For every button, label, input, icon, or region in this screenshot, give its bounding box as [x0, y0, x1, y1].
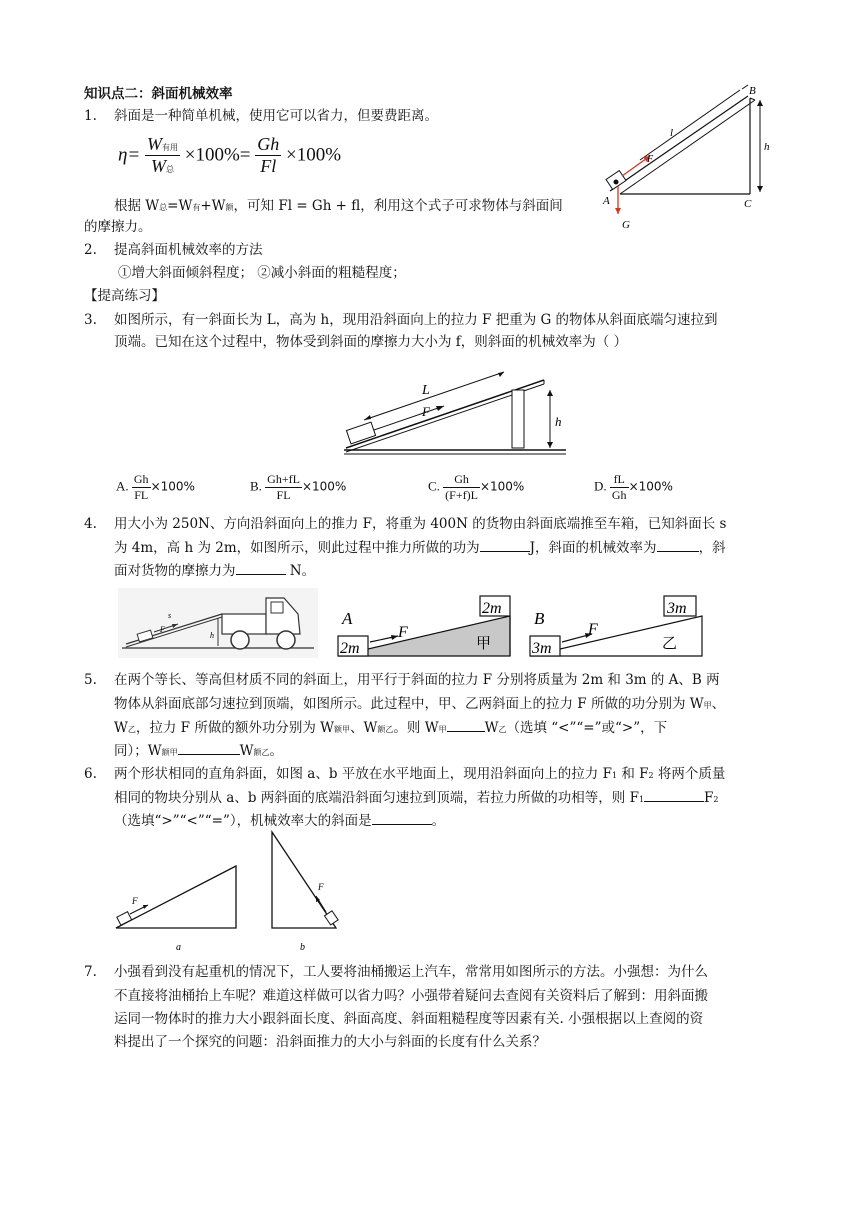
answer-blank-work[interactable]	[480, 537, 530, 552]
figure-truck-ramp	[118, 588, 318, 658]
fig2-label-f: F	[422, 404, 430, 419]
answer-blank-work-compare[interactable]	[447, 717, 485, 732]
fig1-label-g: G	[622, 219, 630, 231]
item-5-line-3: W乙，拉力 F 所做的额外功分别为 W额甲、W额乙。则 W甲 W乙（选填 “<”“=”或“>”，下	[114, 717, 667, 740]
item-6-line-1: 两个形状相同的直角斜面，如图 a、b 平放在水平地面上，现用沿斜面向上的拉力 F1 和 F2 将两个质量	[114, 766, 726, 782]
fig1-label-c: C	[744, 198, 752, 210]
item-6-line-2: 相同的物块分别从 a、b 两斜面的底端沿斜面匀速拉到顶端，若拉力所做的功相等，则 F1 F2	[114, 787, 719, 810]
item-5-line-1: 在两个等长、等高但材质不同的斜面上，用平行于斜面的拉力 F 分别将质量为 2m 和 3m 的 A、B 两	[114, 672, 720, 688]
item-4-line-3: 面对货物的摩擦力为 N。	[114, 560, 315, 581]
fig4-label-a: A	[342, 609, 353, 628]
fig3-label-s: s	[168, 611, 172, 620]
item-1-work-relation: 根据 W总=W有+W额，可知 Fl = Gh + fl，利用这个式子可求物体与斜面间	[114, 198, 563, 214]
item-3-line-1: 如图所示，有一斜面长为 L，高为 h，现用沿斜面向上的拉力 F 把重为 G 的物体从斜面底端匀速拉到	[114, 312, 718, 328]
figure-incline-l-h	[334, 364, 574, 460]
fig1-label-l: l	[670, 127, 674, 139]
item-3-number: 3.	[84, 312, 97, 328]
item-4-line-1: 用大小为 250N、方向沿斜面向上的推力 F，将重为 400N 的货物由斜面底端推至车箱，已知斜面长 s	[114, 516, 727, 532]
fig3-label-h: h	[210, 631, 214, 640]
option-c[interactable]: C. $\frac{Gh}{(F+f)L}$ ×100%	[428, 472, 525, 502]
fig5-name: 乙	[662, 636, 678, 652]
item-2-methods: ①增大斜面倾斜程度； ②减小斜面的粗糙程度；	[118, 265, 406, 281]
fig6-label-f2: F	[318, 882, 324, 892]
fig5-mass-top: 3m	[667, 600, 687, 617]
item-7-line-2: 不直接将油桶抬上车呢？难道这样做可以省力吗？小强带着疑问去查阅有关资料后了解到：用斜面搬	[114, 988, 708, 1004]
fig3-label-f: F	[160, 625, 165, 634]
fig2-label-l: L	[422, 383, 430, 398]
item-4-number: 4.	[84, 516, 97, 532]
section-title: 知识点二：斜面机械效率	[84, 86, 233, 102]
figure-incline-a-b	[110, 830, 350, 958]
figure-incline-yi	[526, 594, 706, 662]
item-6-number: 6.	[84, 766, 97, 782]
option-a[interactable]: A. $\frac{Gh}{FL}$ ×100%	[116, 472, 195, 502]
fig4-name: 甲	[476, 636, 492, 652]
fig5-label-f: F	[588, 621, 598, 638]
item-7-line-1: 小强看到没有起重机的情况下，工人要将油桶搬运上汽车，常常用如图所示的方法。小强想：为什么	[114, 964, 708, 980]
fig1-label-f: F	[647, 154, 654, 165]
fig2-label-h: h	[555, 414, 562, 429]
answer-blank-extra-work-compare[interactable]	[178, 740, 240, 755]
fig1-label-h: h	[764, 141, 770, 153]
fig1-label-b: B	[749, 85, 756, 97]
fig4-mass-bottom: 2m	[340, 640, 360, 657]
answer-blank-friction[interactable]	[236, 560, 286, 575]
answer-blank-efficiency[interactable]	[657, 537, 699, 552]
item-1-text-cont: 的摩擦力。	[84, 219, 152, 235]
fig1-label-a: A	[603, 195, 610, 207]
item-4-line-2: 为 4m，高 h 为 2m，如图所示，则此过程中推力所做的功为 J，斜面的机械效率为 ，斜	[114, 537, 726, 558]
item-5-line-2: 物体从斜面底部匀速拉到顶端，如图所示。此过程中，甲、乙两斜面上的拉力 F 所做的功分别为 W甲、	[114, 696, 726, 712]
fig6-label-b: b	[300, 942, 305, 953]
fig5-mass-bottom: 3m	[532, 640, 552, 657]
option-d[interactable]: D. $\frac{fL}{Gh}$ ×100%	[594, 472, 673, 502]
item-6-line-3: （选填“>”“<”“=”），机械效率大的斜面是 。	[114, 810, 445, 831]
fig4-mass-top: 2m	[482, 600, 502, 617]
item-2-text: 提高斜面机械效率的方法	[114, 242, 263, 258]
option-b[interactable]: B. $\frac{Gh+fL}{FL}$ ×100%	[250, 472, 347, 502]
fig4-label-f: F	[398, 624, 408, 641]
item-7-line-4: 料提出了一个探究的问题：沿斜面推力的大小与斜面的长度有什么关系？	[114, 1034, 546, 1050]
item-7-line-3: 运同一物体时的推力大小跟斜面长度、斜面高度、斜面粗糙程度等因素有关. 小强根据以上查阅的资	[114, 1011, 704, 1027]
fig6-label-f1: F	[132, 896, 138, 906]
fig5-label-b: B	[534, 609, 545, 628]
fig6-label-a: a	[176, 942, 181, 953]
item-5-line-4: 同）；W额甲 W额乙。	[114, 740, 283, 763]
answer-blank-efficiency-incline[interactable]	[372, 810, 432, 825]
item-1-number: 1.	[84, 108, 97, 124]
figure-incline-abc	[592, 78, 792, 238]
item-3-line-2: 顶端。已知在这个过程中，物体受到斜面的摩擦力大小为 f，则斜面的机械效率为（ ）	[114, 334, 628, 350]
efficiency-formula: η= $\frac{\text{W有用}}{\text{W总}}$ ×100%= $\frac{Gh}{Fl}$ ×100%	[118, 134, 342, 176]
figure-incline-jia	[334, 594, 516, 662]
answer-blank-force-compare[interactable]	[644, 787, 704, 802]
item-5-number: 5.	[84, 672, 97, 688]
item-2-number: 2.	[84, 242, 97, 258]
item-1-text: 斜面是一种简单机械，使用它可以省力，但要费距离。	[114, 108, 438, 124]
item-7-number: 7.	[84, 964, 97, 980]
practice-heading: 【提高练习】	[84, 288, 165, 304]
